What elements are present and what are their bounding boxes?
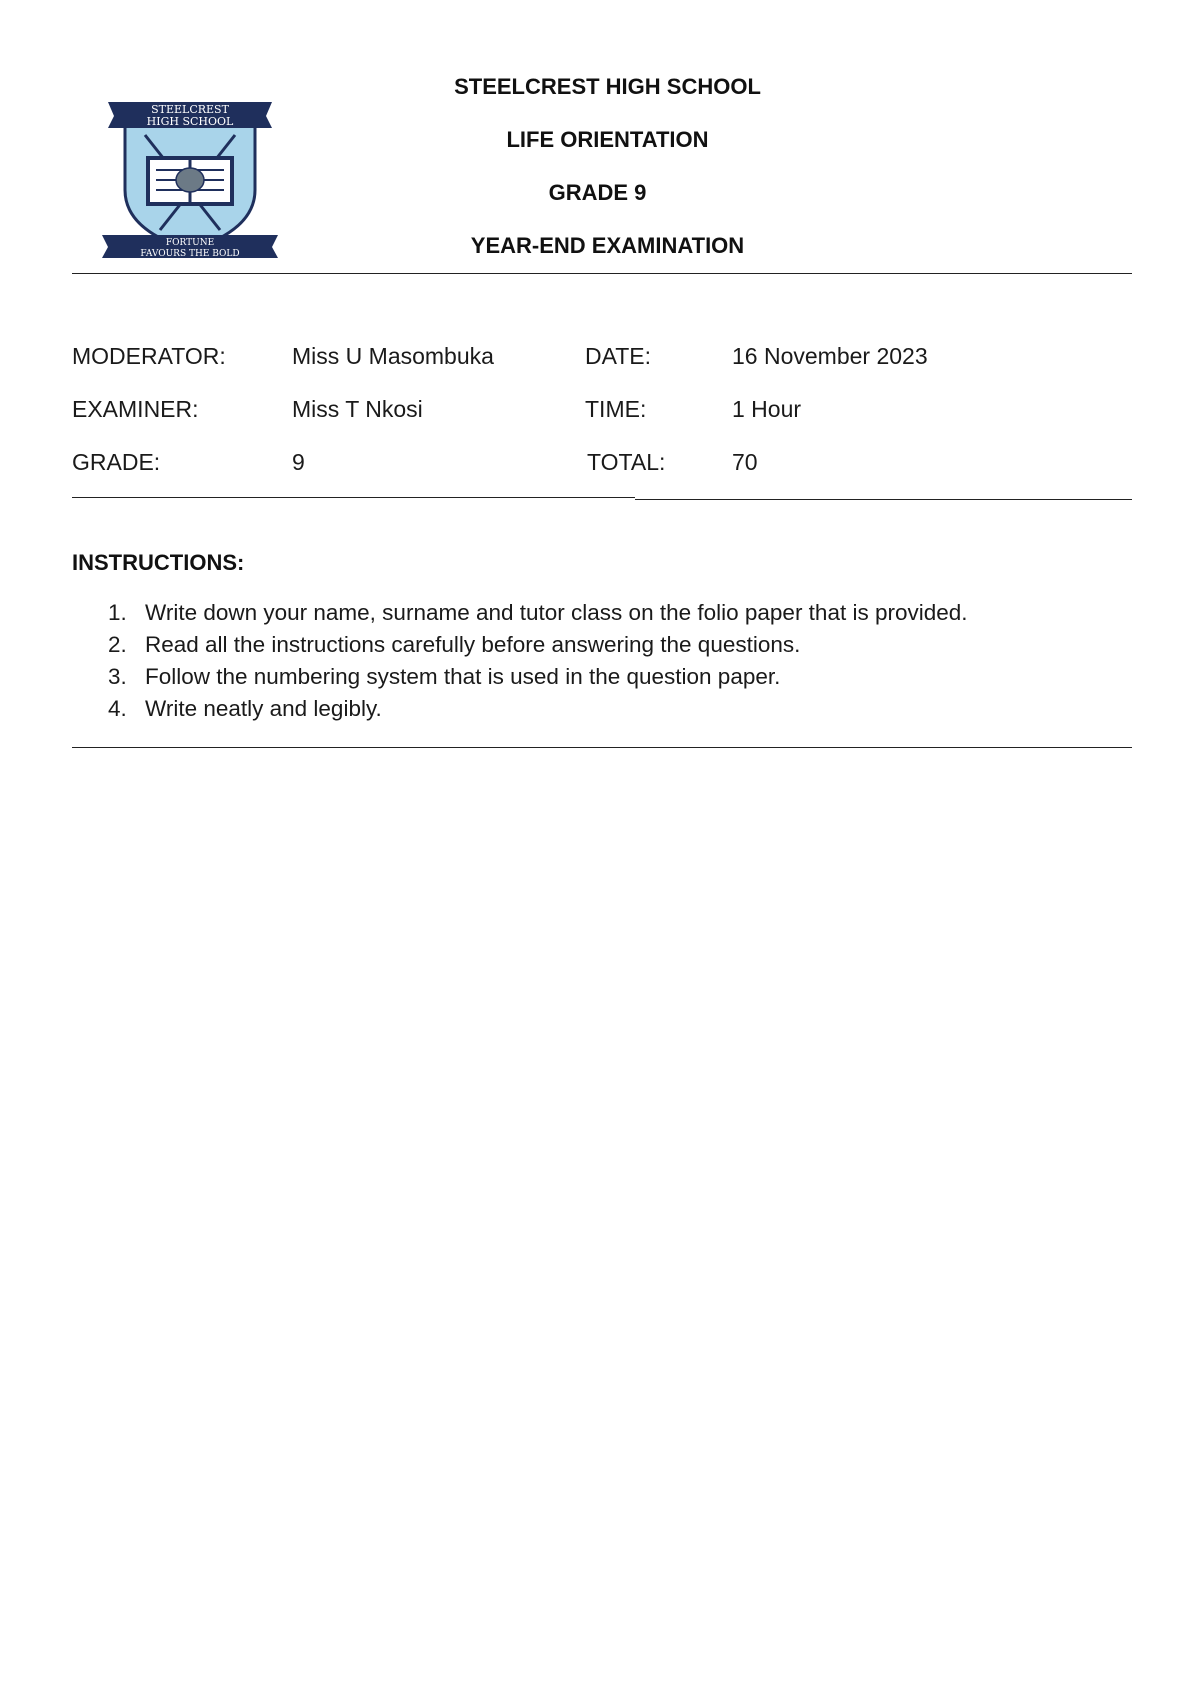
instruction-text: Write down your name, surname and tutor class on the folio paper that is provided.	[145, 600, 968, 625]
instruction-number: 4.	[108, 696, 127, 721]
instruction-text: Read all the instructions carefully before answering the questions.	[145, 632, 801, 657]
details-divider-right	[635, 499, 1132, 500]
time-value: 1 Hour	[732, 396, 802, 422]
details-divider-left	[72, 497, 635, 498]
grade-value: 9	[292, 449, 305, 475]
crest-banner-line2: HIGH SCHOOL	[146, 115, 234, 128]
crest-elephant-icon	[176, 168, 204, 192]
header-divider	[72, 273, 1132, 274]
school-crest-logo	[100, 80, 280, 260]
grade-title: GRADE 9	[548, 180, 647, 205]
instruction-number: 3.	[108, 664, 127, 689]
instruction-number: 1.	[108, 600, 127, 625]
crest-motto-line1: FORTUNE	[165, 238, 215, 248]
date-label: DATE:	[585, 343, 652, 369]
list-item	[72, 664, 1132, 696]
exam-title: YEAR-END EXAMINATION	[470, 233, 745, 258]
instructions-title: INSTRUCTIONS:	[72, 550, 245, 575]
instruction-text: Write neatly and legibly.	[145, 696, 382, 721]
instruction-number: 2.	[108, 632, 127, 657]
time-label: TIME:	[585, 396, 647, 422]
crest-banner-line1: STEELCREST	[151, 103, 229, 116]
list-item	[72, 632, 1132, 664]
total-label: TOTAL:	[587, 449, 666, 475]
examiner-label: EXAMINER:	[72, 396, 199, 422]
school-name: STEELCREST HIGH SCHOOL	[454, 74, 761, 99]
list-item	[72, 696, 1132, 728]
crest-motto-line2: FAVOURS THE BOLD	[140, 249, 240, 259]
grade-label: GRADE:	[72, 449, 161, 475]
instructions-divider	[72, 747, 1132, 748]
subject-title: LIFE ORIENTATION	[506, 127, 709, 152]
list-item	[72, 600, 1132, 632]
moderator-value: Miss U Masombuka	[292, 343, 494, 369]
total-value: 70	[732, 449, 758, 475]
examiner-value: Miss T Nkosi	[292, 396, 423, 422]
moderator-label: MODERATOR:	[72, 343, 226, 369]
date-value: 16 November 2023	[732, 343, 928, 369]
instructions-list	[72, 600, 1132, 728]
instruction-text: Follow the numbering system that is used in the question paper.	[145, 664, 781, 689]
